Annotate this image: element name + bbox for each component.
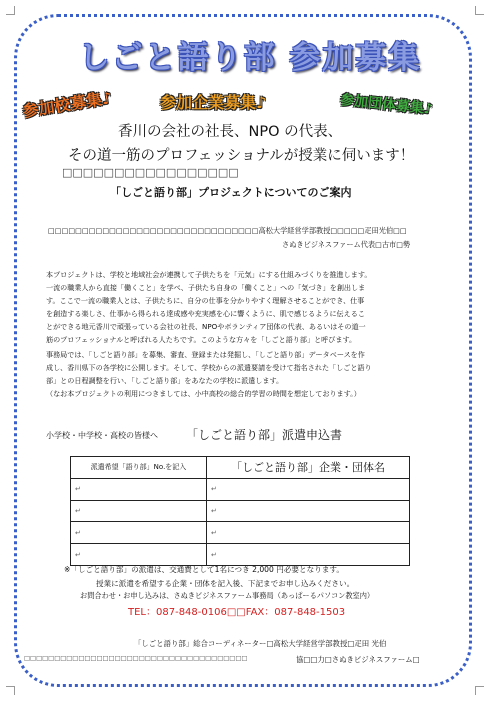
body-line: 成し、香川県下の各学校に公開します。そして、学校からの派遣要請を受けて指名された「しごと語り [46, 363, 372, 372]
author-line-1: □□□□□□□□□□□□□□□□□□□□□□□□□□□□□□□高松大学経営学部教授□□□□□疋田光伯□□ [48, 226, 407, 235]
table-row[interactable] [71, 478, 410, 500]
body-line: 一流の職業人から直接「働くこと」を学べ、子供たち自身の「働くこと」への「気づき」を創出しま [46, 283, 366, 292]
footer-coordinator: 「しごと語り部」総合コーディネーター□高松大学経営学部教授□疋田 光伯 [134, 639, 387, 648]
application-lead: 小学校・中学校・高校の皆様へ [46, 431, 158, 440]
banner-companies: 参加企業募集♪ [160, 93, 267, 112]
note-fee: ※「しごと語り部」の派遣は、交通費として1名につき 2,000 円必要となります。 [64, 565, 344, 574]
table-row[interactable] [71, 522, 410, 544]
subtitle-line-2: その道一筋のプロフェッショナルが授業に伺います！ [68, 148, 415, 164]
number-cell[interactable]: ↵ [71, 478, 207, 500]
body-line: を創造する楽しさ、仕事から得られる達成感や充実感を心に響くように、肌で感じるように伝えるこ [46, 309, 365, 318]
number-cell[interactable]: ↵ [71, 500, 207, 522]
banner-schools: 参加校募集♪ [21, 88, 114, 121]
application-title: 「しごと語り部」派遣申込書 [186, 428, 343, 442]
application-table [70, 456, 410, 566]
section-heading: 「しごと語り部」プロジェクトについてのご案内 [110, 186, 352, 199]
corner-mark [475, 686, 484, 695]
footer-cooperation: 協□□力□さぬきビジネスファーム□ [296, 655, 420, 664]
company-cell[interactable]: ↵ [207, 522, 410, 544]
contact-phone-fax: TEL：087-848-0106□□FAX：087-848-1503 [128, 607, 346, 618]
subtitle-line-1: 香川の会社の社長、NPO の代表、 [118, 124, 343, 140]
page-title: しごと語り部 参加募集 [78, 40, 422, 76]
company-cell[interactable]: ↵ [207, 478, 410, 500]
company-cell[interactable]: ↵ [207, 500, 410, 522]
note-apply: 授業に派遣を希望する企業・団体を記入後、下記までお申し込みください。 [96, 579, 355, 588]
body-line: 本プロジェクトは、学校と地域社会が連携して子供たちを「元気」にする仕組みづくりを推進します。 [46, 270, 372, 279]
body-line: （なお本プロジェクトの利用につきましては、小中高校の総合的学習の時間を想定しております。） [46, 389, 361, 398]
table-row[interactable] [71, 544, 410, 566]
number-cell[interactable]: ↵ [71, 522, 207, 544]
table-row[interactable] [71, 500, 410, 522]
column-header-number: 派遣希望「語り部」No.を記入 [71, 457, 207, 479]
company-cell[interactable]: ↵ [207, 544, 410, 566]
body-line: す。ここで一流の職業人とは、子供たちに、自分の仕事を分かりやすく理解させることができ、仕事 [46, 296, 365, 305]
number-cell[interactable]: ↵ [71, 544, 207, 566]
corner-mark [475, 6, 484, 15]
body-line: とができる地元香川で頑張っている会社の社長、NPOやボランティア団体の代表、あるいはその道一 [46, 322, 366, 331]
note-contact: お問合わせ・お申し込みは、さぬきビジネスファーム事務局（あっぱーるパソコン教室内） [80, 591, 375, 600]
column-header-company: 「しごと語り部」企業・団体名 [207, 457, 410, 479]
body-line: 事務局では、「しごと語り部」を募集、審査、登録または発掘し、「しごと語り部」データベースを作 [46, 350, 365, 359]
corner-mark [6, 6, 15, 15]
body-line: 部」との日程調整を行い、「しごと語り部」をあなたの学校に派遣します。 [46, 376, 284, 385]
placeholder-boxes: □□□□□□□□□□□□□□□□□ [62, 166, 239, 179]
body-line: 筋のプロフェッショナルと呼ばれる人たちです。このような方々を「しごと語り部」と呼びます。 [46, 335, 357, 344]
author-line-2: さぬきビジネスファーム代表□古市□勢 [282, 240, 411, 249]
banner-groups: 参加団体募集♪ [339, 92, 434, 118]
corner-mark [6, 686, 15, 695]
footer-boxes: □□□□□□□□□□□□□□□□□□□□□□□□□□□□□□□□□□□□□ [24, 654, 248, 662]
